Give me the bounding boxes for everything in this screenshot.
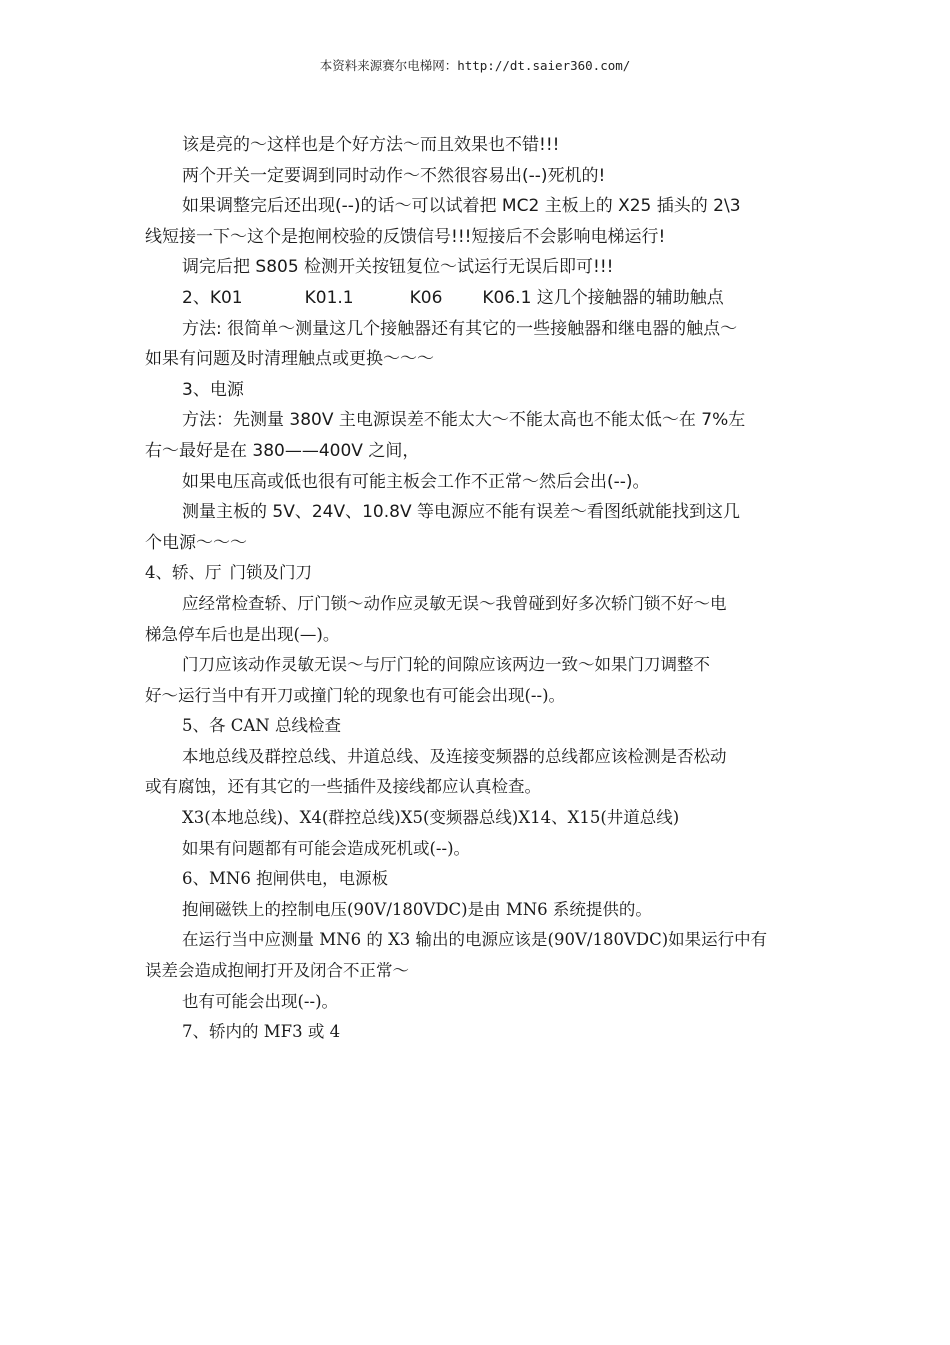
heading-part: 4、轿、厅 <box>145 563 222 583</box>
text-line: 好～运行当中有开刀或撞门轮的现象也有可能会出现(--)。 <box>145 685 566 705</box>
text-line: 应经常检查轿、厅门锁～动作应灵敏无误～我曾碰到好多次轿门锁不好～电 <box>182 593 727 613</box>
text-line: 误差会造成抱闸打开及闭合不正常～ <box>145 961 409 981</box>
text-line: 本地总线及群控总线、井道总线、及连接变频器的总线都应该检测是否松动 <box>182 746 727 766</box>
text-line: 方法：先测量 380V 主电源误差不能太大～不能太高也不能太低～在 7%左 <box>182 410 746 431</box>
text-line: 测量主板的 5V、24V、10.8V 等电源应不能有误差～看图纸就能找到这几 <box>182 502 740 523</box>
heading-part: 2、K01 <box>182 287 243 308</box>
text-line: 如果电压高或低也很有可能主板会工作不正常～然后会出(--)。 <box>182 471 650 492</box>
section-heading-door-lock <box>145 558 810 589</box>
text-line: 梯急停车后也是出现(—)。 <box>145 624 340 644</box>
text-line: 右～最好是在 380——400V 之间， <box>145 440 420 461</box>
section-heading-mn6: 6、MN6 抱闸供电，电源板 <box>182 869 389 889</box>
heading-part: K06 <box>409 287 443 308</box>
section-heading-power: 3、电源 <box>182 379 244 400</box>
text-line: 该是亮的～这样也是个好方法～而且效果也不错!!! <box>182 135 560 155</box>
section-heading-can-bus: 5、各 CAN 总线检查 <box>182 716 341 736</box>
text-line: 如果调整完后还出现(--)的话～可以试着把 MC2 主板上的 X25 插头的 2\3 <box>182 196 741 217</box>
text-line: 个电源～～～ <box>145 532 247 553</box>
document-body <box>145 130 810 1048</box>
text-line: X3(本地总线)、X4(群控总线)X5(变频器总线)X14、X15(井道总线) <box>182 808 680 828</box>
text-line: 如果有问题及时清理触点或更换～～～ <box>145 349 434 370</box>
text-line: 或有腐蚀，还有其它的一些插件及接线都应认真检查。 <box>145 777 541 797</box>
text-line: 也有可能会出现(--)。 <box>182 991 339 1011</box>
section-heading-mf3: 7、轿内的 MF3 或 4 <box>182 1022 341 1042</box>
text-line: 门刀应该动作灵敏无误～与厅门轮的间隙应该两边一致～如果门刀调整不 <box>182 655 710 675</box>
heading-part: 门锁及门刀 <box>229 563 312 583</box>
text-line: 两个开关一定要调到同时动作～不然很容易出(--)死机的! <box>182 165 606 186</box>
text-line: 线短接一下～这个是抱闸校验的反馈信号!!!短接后不会影响电梯运行! <box>145 226 666 247</box>
text-line: 方法: 很简单～测量这几个接触器还有其它的一些接触器和继电器的触点～ <box>182 318 738 339</box>
text-line: 抱闸磁铁上的控制电压(90V/180VDC)是由 MN6 系统提供的。 <box>182 899 652 919</box>
section-heading-k01 <box>145 283 810 314</box>
heading-part: K06.1 这几个接触器的辅助触点 <box>482 287 724 308</box>
text-line: 在运行当中应测量 MN6 的 X3 输出的电源应该是(90V/180VDC)如果运行中有 <box>182 930 768 950</box>
text-line: 如果有问题都有可能会造成死机或(--)。 <box>182 838 471 858</box>
source-header: 本资料来源赛尔电梯网：http://dt.saier360.com/ <box>319 58 631 73</box>
heading-part: K01.1 <box>304 287 354 308</box>
text-line: 调完后把 S805 检测开关按钮复位～试运行无误后即可!!! <box>182 257 614 278</box>
